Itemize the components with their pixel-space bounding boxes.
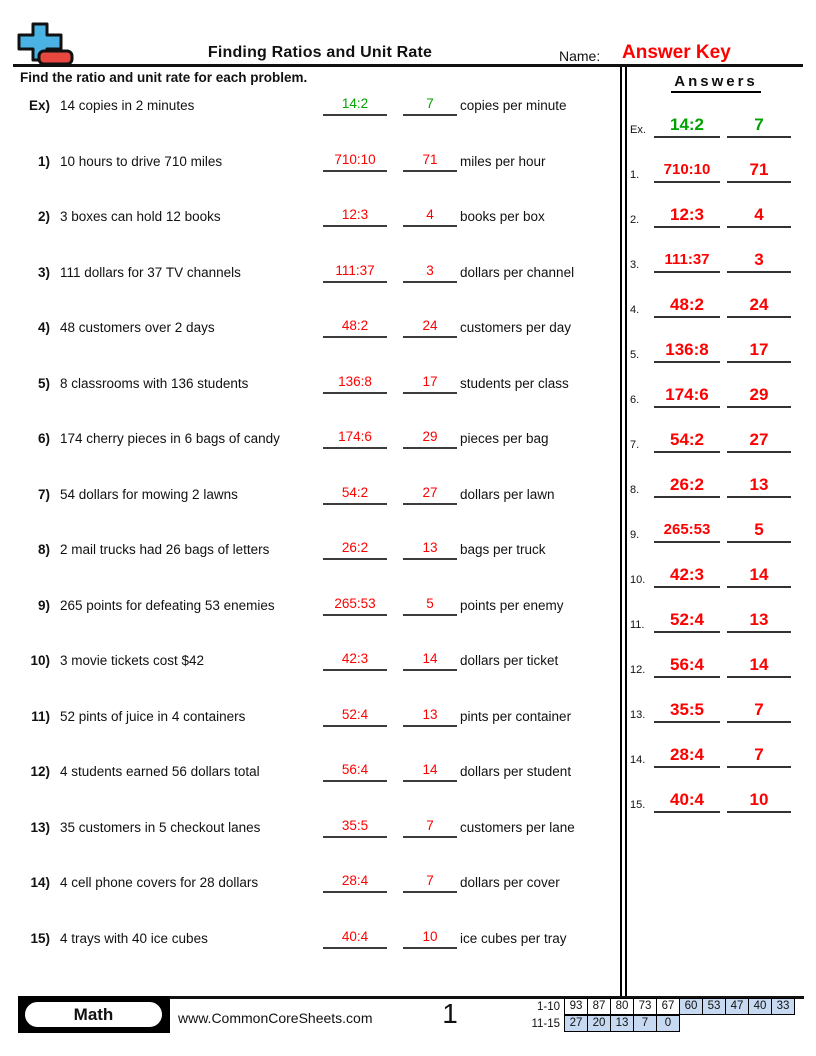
answer-ratio-blank: 136:8 [654, 339, 720, 363]
answer-ratio-blank: 174:6 [654, 384, 720, 408]
answer-number: 15. [630, 799, 646, 811]
problem-row [0, 871, 618, 893]
header-rule [13, 64, 803, 67]
unit-label: customers per lane [460, 819, 575, 835]
ratio-answer-blank: 136:8 [323, 372, 387, 394]
problem-text: 4 students earned 56 dollars total [60, 764, 260, 780]
score-row [564, 1015, 680, 1032]
answer-rate-blank: 3 [727, 249, 791, 273]
score-cell: 20 [587, 1015, 611, 1032]
answer-ratio-blank: 26:2 [654, 474, 720, 498]
answer-ratio-blank: 111:37 [654, 249, 720, 273]
problem-number: 6) [37, 431, 50, 447]
problem-row [0, 372, 618, 394]
problem-row [0, 316, 618, 338]
ratio-answer-blank: 40:4 [323, 927, 387, 949]
problem-row [0, 705, 618, 727]
answer-number: 3. [630, 259, 640, 271]
answer-ratio-blank: 14:2 [654, 114, 720, 138]
answer-number: 9. [630, 529, 640, 541]
answer-number: 14. [630, 754, 646, 766]
answer-number: 6. [630, 394, 640, 406]
score-cell: 60 [679, 998, 703, 1015]
unit-label: copies per minute [460, 98, 567, 113]
answer-ratio-blank: 40:4 [654, 789, 720, 813]
answer-ratio-blank: 710:10 [654, 159, 720, 183]
ratio-answer-blank: 111:37 [323, 261, 387, 283]
score-cell: 27 [564, 1015, 588, 1032]
answer-row [620, 609, 816, 633]
answer-rate-blank: 17 [727, 339, 791, 363]
problem-text: 52 pints of juice in 4 containers [60, 708, 246, 724]
score-cell: 40 [748, 998, 772, 1015]
commoncoresheets-logo [16, 22, 78, 68]
answer-number: 10. [630, 574, 646, 586]
score-cell: 13 [610, 1015, 634, 1032]
problem-row [0, 427, 618, 449]
problem-number: 1) [37, 153, 50, 169]
problem-text: 14 copies in 2 minutes [60, 98, 195, 113]
score-cell: 7 [633, 1015, 657, 1032]
answer-row [620, 699, 816, 723]
answer-ratio-blank: 54:2 [654, 429, 720, 453]
answer-row [620, 204, 816, 228]
subject-badge [18, 996, 170, 1033]
answer-ratio-blank: 56:4 [654, 654, 720, 678]
problem-row [0, 649, 618, 671]
subject-label: Math [23, 1000, 164, 1029]
rate-answer-blank: 3 [403, 261, 457, 283]
rate-answer-blank: 13 [403, 705, 457, 727]
problem-number: 3) [37, 264, 50, 280]
ratio-answer-blank: 48:2 [323, 316, 387, 338]
problem-number: 5) [37, 375, 50, 391]
score-cell: 47 [725, 998, 749, 1015]
answer-rate-blank: 14 [727, 654, 791, 678]
rate-answer-blank: 29 [403, 427, 457, 449]
answer-rate-blank: 7 [727, 744, 791, 768]
answer-ratio-blank: 28:4 [654, 744, 720, 768]
answer-ratio-blank: 42:3 [654, 564, 720, 588]
ratio-answer-blank: 56:4 [323, 760, 387, 782]
answer-rate-blank: 29 [727, 384, 791, 408]
answer-number: 5. [630, 349, 640, 361]
problem-number: 10) [30, 653, 50, 669]
answer-number: 11. [630, 619, 645, 631]
answer-number: Ex. [630, 124, 646, 136]
answer-rate-blank: 24 [727, 294, 791, 318]
unit-label: miles per hour [460, 153, 546, 169]
page-number: 1 [442, 998, 458, 1029]
score-row [564, 998, 795, 1015]
score-row-label: 1-10 [536, 1001, 560, 1013]
problem-row [0, 205, 618, 227]
ratio-answer-blank: 265:53 [323, 594, 387, 616]
unit-label: pieces per bag [460, 431, 549, 447]
problem-number: 9) [37, 597, 50, 613]
website-text: www.CommonCoreSheets.com [178, 1010, 373, 1026]
problem-text: 2 mail trucks had 26 bags of letters [60, 542, 270, 558]
answer-row [620, 789, 816, 813]
score-cell: 0 [656, 1015, 680, 1032]
answers-title-wrap [630, 73, 802, 93]
problem-number: 2) [37, 209, 50, 225]
score-row-label: 11-15 [531, 1018, 560, 1030]
problem-text: 3 movie tickets cost $42 [60, 653, 205, 669]
answer-rate-blank: 5 [727, 519, 791, 543]
problem-row [0, 261, 618, 283]
rate-answer-blank: 27 [403, 483, 457, 505]
minus-icon [39, 51, 72, 64]
rate-answer-blank: 17 [403, 372, 457, 394]
unit-label: points per enemy [460, 597, 564, 613]
name-label: Name: [559, 48, 601, 64]
answer-rate-blank: 7 [727, 114, 791, 138]
score-cell: 80 [610, 998, 634, 1015]
problem-row [0, 760, 618, 782]
unit-label: students per class [460, 375, 569, 391]
rate-answer-blank: 14 [403, 649, 457, 671]
rate-answer-blank: 10 [403, 927, 457, 949]
page-title: Finding Ratios and Unit Rate [207, 44, 433, 61]
problem-text: 8 classrooms with 136 students [60, 375, 249, 391]
problem-text: 48 customers over 2 days [60, 320, 215, 336]
rate-answer-blank: 14 [403, 760, 457, 782]
problem-number: 11) [31, 708, 50, 724]
answer-ratio-blank: 48:2 [654, 294, 720, 318]
problem-text: 35 customers in 5 checkout lanes [60, 819, 261, 835]
unit-label: pints per container [460, 708, 572, 724]
problem-text: 174 cherry pieces in 6 bags of candy [60, 431, 280, 447]
name-value: Answer Key [622, 42, 731, 63]
problem-row [0, 816, 618, 838]
answer-rate-blank: 13 [727, 609, 791, 633]
answer-number: 7. [630, 439, 640, 451]
rate-answer-blank: 7 [403, 94, 457, 116]
answer-number: 1. [630, 169, 640, 181]
problem-text: 4 cell phone covers for 28 dollars [60, 875, 259, 891]
answer-rate-blank: 10 [727, 789, 791, 813]
problem-row [0, 538, 618, 560]
answer-ratio-blank: 265:53 [654, 519, 720, 543]
rate-answer-blank: 4 [403, 205, 457, 227]
problem-row [0, 927, 618, 949]
problem-number: 14) [30, 875, 50, 891]
problem-text: 111 dollars for 37 TV channels [60, 264, 241, 280]
ratio-answer-blank: 52:4 [323, 705, 387, 727]
answer-row [620, 519, 816, 543]
rate-answer-blank: 71 [403, 150, 457, 172]
answer-number: 13. [630, 709, 646, 721]
ratio-answer-blank: 14:2 [323, 94, 387, 116]
unit-label: dollars per lawn [460, 486, 555, 502]
answer-row [620, 294, 816, 318]
score-cell: 73 [633, 998, 657, 1015]
unit-label: dollars per channel [460, 264, 575, 280]
unit-label: dollars per cover [460, 875, 560, 891]
problem-text: 265 points for defeating 53 enemies [60, 597, 275, 613]
score-cell: 87 [587, 998, 611, 1015]
answers-title: Answers [671, 73, 761, 93]
problem-number: 13) [30, 819, 50, 835]
unit-label: bags per truck [460, 542, 546, 558]
problem-text: 3 boxes can hold 12 books [60, 209, 221, 225]
problem-number: 15) [30, 930, 50, 946]
rate-answer-blank: 24 [403, 316, 457, 338]
problem-number: 4) [37, 320, 50, 336]
unit-label: ice cubes per tray [460, 930, 567, 946]
problem-number: 7) [37, 486, 50, 502]
answer-number: 4. [630, 304, 640, 316]
ratio-answer-blank: 35:5 [323, 816, 387, 838]
score-cell: 67 [656, 998, 680, 1015]
problem-number: Ex) [28, 98, 50, 113]
problem-row [0, 94, 618, 116]
unit-label: dollars per student [460, 764, 572, 780]
answer-row [620, 429, 816, 453]
answer-number: 2. [630, 214, 640, 226]
answer-rate-blank: 14 [727, 564, 791, 588]
answer-row [620, 654, 816, 678]
answer-rate-blank: 71 [727, 159, 791, 183]
ratio-answer-blank: 12:3 [323, 205, 387, 227]
answer-ratio-blank: 12:3 [654, 204, 720, 228]
score-cell: 53 [702, 998, 726, 1015]
score-cell: 33 [771, 998, 795, 1015]
score-cell: 93 [564, 998, 588, 1015]
answer-row [620, 474, 816, 498]
unit-label: customers per day [460, 320, 572, 336]
unit-label: dollars per ticket [460, 653, 559, 669]
answer-row [620, 339, 816, 363]
unit-label: books per box [460, 209, 545, 225]
ratio-answer-blank: 28:4 [323, 871, 387, 893]
problem-row [0, 594, 618, 616]
rate-answer-blank: 7 [403, 871, 457, 893]
answer-rate-blank: 13 [727, 474, 791, 498]
problem-number: 12) [30, 764, 50, 780]
rate-answer-blank: 13 [403, 538, 457, 560]
problem-text: 10 hours to drive 710 miles [60, 153, 223, 169]
problem-text: 54 dollars for mowing 2 lawns [60, 486, 238, 502]
rate-answer-blank: 5 [403, 594, 457, 616]
rate-answer-blank: 7 [403, 816, 457, 838]
answer-number: 12. [630, 664, 646, 676]
answer-row [620, 159, 816, 183]
answer-row [620, 249, 816, 273]
answer-row [620, 744, 816, 768]
answer-number: 8. [630, 484, 640, 496]
ratio-answer-blank: 54:2 [323, 483, 387, 505]
answer-row [620, 114, 816, 138]
answer-rate-blank: 4 [727, 204, 791, 228]
ratio-answer-blank: 174:6 [323, 427, 387, 449]
problem-row [0, 483, 618, 505]
answer-rate-blank: 7 [727, 699, 791, 723]
answer-row [620, 384, 816, 408]
answer-ratio-blank: 35:5 [654, 699, 720, 723]
ratio-answer-blank: 710:10 [323, 150, 387, 172]
problem-text: 4 trays with 40 ice cubes [60, 930, 208, 946]
ratio-answer-blank: 26:2 [323, 538, 387, 560]
answer-rate-blank: 27 [727, 429, 791, 453]
ratio-answer-blank: 42:3 [323, 649, 387, 671]
problem-number: 8) [37, 542, 50, 558]
instruction-text: Find the ratio and unit rate for each problem. [20, 70, 308, 85]
answer-row [620, 564, 816, 588]
answer-ratio-blank: 52:4 [654, 609, 720, 633]
problem-row [0, 150, 618, 172]
